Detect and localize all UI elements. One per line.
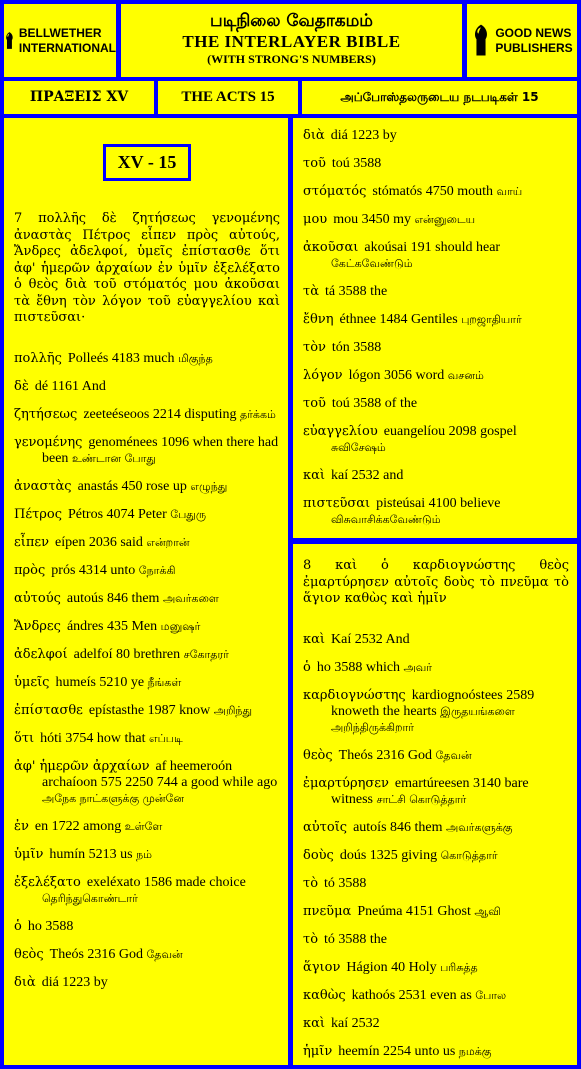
transliteration-gloss: af heemeroón archaíoon 575 2250 744 a good while ago — [42, 758, 278, 790]
tamil-gloss: நீங்கள் — [147, 675, 182, 689]
word-entry — [303, 932, 569, 948]
transliteration-gloss: akoúsai 191 should hear — [364, 240, 501, 255]
title-block — [121, 4, 462, 77]
title-tamil: படிநிலை வேதாகமம் — [210, 11, 373, 31]
logo-line-2: PUBLISHERS — [495, 40, 573, 55]
transliteration-gloss: euangelíou 2098 gospel — [383, 424, 517, 439]
word-entry — [14, 847, 280, 863]
transliteration-gloss: tó 3588 the — [324, 931, 388, 947]
transliteration-gloss: tón 3588 — [331, 340, 382, 355]
word-entry — [303, 496, 569, 528]
transliteration-gloss: stómatós 4750 mouth — [372, 184, 493, 199]
title-english: THE INTERLAYER BIBLE — [182, 32, 401, 51]
tamil-gloss: அவர்களுக்கு — [446, 820, 513, 834]
greek-word: Ἄνδρες — [14, 618, 61, 634]
greek-word: γενομένης — [14, 434, 83, 450]
word-entry — [14, 875, 280, 907]
greek-word: ἀφ' ἡμερῶν ἀρχαίων — [14, 758, 150, 774]
bellwether-logo — [4, 4, 116, 77]
greek-word: Πέτρος — [14, 506, 63, 522]
ram-icon — [4, 21, 15, 61]
greek-word: ἐμαρτύρησεν — [303, 775, 389, 791]
transliteration-gloss: autoís 846 them — [353, 819, 443, 835]
transliteration-gloss: Polleés 4183 much — [67, 350, 175, 366]
verse-8-text: 8 καὶ ὁ καρδιογνώστης θεὸς ἐμαρτύρησεν αὐτοῖς δοὺς τὸ πνεῦμα τὸ ἅγιον καθὼς καὶ ἡμῖν — [303, 558, 569, 606]
transliteration-gloss: Kaí 2532 And — [331, 631, 410, 647]
greek-word: εἶπεν — [14, 534, 50, 550]
word-entry — [303, 424, 569, 456]
word-entry — [303, 688, 569, 736]
greek-word: θεὸς — [14, 946, 44, 962]
word-entry — [14, 507, 280, 523]
transliteration-gloss: dé 1161 And — [34, 378, 106, 394]
greek-word: πιστεῦσαι — [303, 496, 371, 511]
word-entry — [303, 156, 569, 172]
good-news-logo — [467, 4, 577, 77]
word-entry — [303, 128, 569, 144]
word-entry — [303, 468, 569, 484]
greek-word: αὐτούς — [14, 590, 61, 606]
transliteration-gloss: lógon 3056 word — [348, 368, 445, 383]
tamil-gloss: வசனம் — [447, 369, 484, 382]
transliteration-gloss: mou 3450 my — [333, 212, 411, 227]
transliteration-gloss: ándres 435 Men — [66, 618, 158, 634]
word-entry — [303, 776, 569, 808]
tamil-gloss: தெரிந்துகொண்டார் — [42, 891, 138, 905]
word-entry — [303, 904, 569, 920]
tamil-gloss: சாட்சி கொடுத்தார் — [376, 792, 467, 806]
transliteration-gloss: epístasthe 1987 know — [88, 702, 211, 718]
greek-word: πολλῆς — [14, 350, 62, 366]
right-bottom-column — [293, 544, 577, 1065]
transliteration-gloss: tá 3588 the — [324, 284, 388, 299]
word-entry — [303, 660, 569, 676]
verse-7-text: 7 πολλῆς δὲ ζητήσεως γενομένης ἀναστὰς Πέτρος εἶπεν πρὸς αὐτούς, Ἄνδρες ἀδελφοί, ὑμεῖς ἐπίστασθε ὅτι ἀφ' ἡμερῶν ἀρχαίων ἐν ὑμῖν ἐξελέξατο ὁ θεὸς διὰ τοῦ στόματός μου ἀκοῦσαι τὰ ἔθνη τὸν λόγον τοῦ εὐαγγελίου καὶ πιστεῦσαι· — [14, 211, 280, 325]
tamil-gloss: அவர் — [403, 660, 433, 674]
greek-word: καὶ — [303, 631, 326, 647]
greek-word: ζητήσεως — [14, 406, 78, 422]
word-entry — [303, 960, 569, 976]
word-entry — [303, 312, 569, 328]
word-entry — [303, 284, 569, 300]
tamil-gloss: விசுவாசிக்கவேண்டும் — [331, 513, 441, 526]
tamil-gloss: எப்படி — [149, 731, 183, 745]
transliteration-gloss: kathoós 2531 even as — [351, 987, 472, 1003]
greek-word: ὑμῖν — [14, 846, 44, 862]
greek-word: τὸ — [303, 931, 319, 947]
tamil-gloss: பேதுரு — [170, 507, 207, 521]
tamil-gloss: நம் — [136, 847, 153, 861]
word-entry — [14, 479, 280, 495]
transliteration-gloss: emartúreesen 3140 bare witness — [331, 775, 529, 807]
greek-word: λόγον — [303, 368, 343, 383]
word-entry — [14, 759, 280, 807]
greek-book-title: ΠΡΑΞΕΙΣ XV — [4, 81, 154, 114]
word-entry — [14, 619, 280, 635]
greek-word: ἔθνη — [303, 312, 334, 327]
transliteration-gloss: diá 1223 by — [330, 128, 397, 143]
greek-word: ἐπίστασθε — [14, 702, 83, 718]
verse-7-words-continued — [303, 128, 569, 528]
word-entry — [14, 407, 280, 423]
greek-word: πρὸς — [14, 562, 46, 578]
left-column — [4, 118, 288, 1065]
word-entry — [303, 212, 569, 228]
chapter-label: XV - 15 — [103, 144, 192, 181]
logo-line-1: BELLWETHER — [18, 25, 102, 40]
greek-word: ὅτι — [14, 730, 35, 746]
verse-8-words — [303, 632, 569, 1060]
word-entry — [14, 563, 280, 579]
word-entry — [303, 340, 569, 356]
greek-word: θεὸς — [303, 747, 333, 763]
greek-word: καὶ — [303, 468, 326, 483]
word-entry — [303, 876, 569, 892]
tamil-gloss: பரிசுத்த — [440, 960, 478, 974]
tamil-gloss: உண்டான போது — [71, 451, 156, 465]
greek-word: διὰ — [303, 128, 325, 143]
logo-line-2: INTERNATIONAL — [18, 40, 116, 55]
english-book-title: THE ACTS 15 — [158, 81, 298, 114]
tamil-gloss: மிகுந்த — [177, 351, 213, 365]
word-entry — [14, 435, 280, 467]
word-entry — [303, 240, 569, 272]
greek-word: πνεῦμα — [303, 903, 352, 919]
greek-word: ὑμεῖς — [14, 674, 50, 690]
greek-word: ὁ — [303, 659, 311, 675]
transliteration-gloss: diá 1223 by — [41, 974, 108, 990]
tamil-gloss: புறஜாதியார் — [461, 313, 522, 326]
greek-word: καρδιογνώστης — [303, 687, 406, 703]
tamil-gloss: மனுஷர் — [160, 619, 201, 633]
transliteration-gloss: Theós 2316 God — [49, 946, 143, 962]
greek-word: ἅγιον — [303, 959, 341, 975]
tamil-gloss: என்னுடைய — [414, 213, 476, 226]
tamil-gloss: அநேக நாட்களுக்கு முன்னே — [42, 791, 185, 805]
word-entry — [14, 919, 280, 935]
word-entry — [14, 703, 280, 719]
transliteration-gloss: humeís 5210 ye — [55, 674, 145, 690]
greek-word: τοῦ — [303, 156, 326, 171]
word-entry — [303, 1044, 569, 1060]
greek-word: εὐαγγελίου — [303, 424, 378, 439]
transliteration-gloss: humín 5213 us — [49, 846, 133, 862]
transliteration-gloss: zeeteéseoos 2214 disputing — [83, 406, 237, 422]
tamil-gloss: வாய் — [496, 185, 523, 198]
tamil-gloss: ஆவி — [474, 904, 501, 918]
verse-7-words — [14, 351, 280, 991]
transliteration-gloss: exeléxato 1586 made choice — [86, 874, 246, 890]
right-top-column — [293, 118, 577, 538]
transliteration-gloss: Pneúma 4151 Ghost — [357, 903, 471, 919]
transliteration-gloss: tó 3588 — [324, 875, 367, 891]
tamil-gloss: இருதயங்களை அறிந்திருக்கிறார் — [331, 704, 515, 734]
tamil-gloss: என்றான் — [146, 535, 190, 549]
transliteration-gloss: genoménees 1096 when there had been — [42, 434, 279, 466]
transliteration-gloss: pisteúsai 4100 believe — [376, 496, 501, 511]
word-entry — [303, 848, 569, 864]
transliteration-gloss: autoús 846 them — [66, 590, 160, 606]
word-entry — [303, 368, 569, 384]
transliteration-gloss: toú 3588 of the — [331, 396, 418, 411]
greek-word: τὸν — [303, 340, 326, 355]
word-entry — [303, 748, 569, 764]
greek-word: ἀκοῦσαι — [303, 240, 359, 255]
transliteration-gloss: toú 3588 — [331, 156, 382, 171]
transliteration-gloss: heemín 2254 unto us — [338, 1043, 456, 1059]
word-entry — [303, 1016, 569, 1032]
tamil-gloss: கொடுத்தார் — [440, 848, 498, 862]
transliteration-gloss: éthnee 1484 Gentiles — [339, 312, 458, 327]
word-entry — [303, 632, 569, 648]
word-entry — [14, 731, 280, 747]
transliteration-gloss: anastás 450 rose up — [77, 478, 187, 494]
word-entry — [14, 379, 280, 395]
greek-word: αὐτοῖς — [303, 819, 348, 835]
tamil-gloss: சுவிசேஷம் — [331, 441, 386, 454]
greek-word: στόματός — [303, 184, 367, 199]
greek-word: δοὺς — [303, 847, 334, 863]
word-entry — [14, 535, 280, 551]
tamil-gloss: தேவன் — [435, 748, 472, 762]
word-entry — [14, 675, 280, 691]
transliteration-gloss: prós 4314 unto — [51, 562, 136, 578]
greek-word: δὲ — [14, 378, 29, 394]
word-entry — [303, 820, 569, 836]
transliteration-gloss: eípen 2036 said — [55, 534, 143, 550]
tamil-gloss: எழுந்து — [190, 479, 228, 493]
word-entry — [303, 988, 569, 1004]
greek-word: ἐν — [14, 818, 29, 834]
greek-word: ἀδελφοί — [14, 646, 68, 662]
greek-word: τὰ — [303, 284, 319, 299]
transliteration-gloss: ho 3588 — [27, 918, 74, 934]
transliteration-gloss: kaí 2532 — [331, 1015, 380, 1031]
transliteration-gloss: Hágion 40 Holy — [346, 959, 437, 975]
transliteration-gloss: Pétros 4074 Peter — [68, 506, 167, 522]
greek-word: καὶ — [303, 1015, 326, 1031]
transliteration-gloss: hóti 3754 how that — [40, 730, 146, 746]
greek-word: ἀναστὰς — [14, 478, 72, 494]
word-entry — [303, 184, 569, 200]
greek-word: ἐξελέξατο — [14, 874, 81, 890]
greek-word: μου — [303, 212, 328, 227]
title-subtitle: (WITH STRONG'S NUMBERS) — [207, 52, 376, 66]
tamil-gloss: கேட்கவேண்டும் — [331, 257, 413, 270]
greek-word: τοῦ — [303, 396, 326, 411]
word-entry — [14, 975, 280, 991]
word-entry — [14, 647, 280, 663]
word-entry — [14, 819, 280, 835]
tamil-gloss: நோக்கி — [138, 563, 176, 577]
greek-word: διὰ — [14, 974, 36, 990]
word-entry — [14, 947, 280, 963]
transliteration-gloss: Theós 2316 God — [338, 747, 432, 763]
word-entry — [14, 351, 280, 367]
transliteration-gloss: adelfoí 80 brethren — [73, 646, 181, 662]
greek-word: ὁ — [14, 918, 22, 934]
tamil-gloss: அவர்களை — [162, 591, 219, 605]
logo-line-1: GOOD NEWS — [495, 25, 572, 40]
greek-word: ἡμῖν — [303, 1043, 333, 1059]
tamil-gloss: நமக்கு — [458, 1044, 492, 1058]
tamil-gloss: சகோதரர் — [183, 647, 229, 661]
greek-word: τὸ — [303, 875, 319, 891]
tamil-gloss: போல — [475, 988, 507, 1002]
transliteration-gloss: doús 1325 giving — [339, 847, 438, 863]
transliteration-gloss: kardiognoóstees 2589 knoweth the hearts — [331, 687, 535, 719]
greek-word: καθὼς — [303, 987, 346, 1003]
ram-icon — [471, 22, 491, 60]
tamil-gloss: உள்ளே — [124, 819, 163, 833]
transliteration-gloss: ho 3588 which — [316, 659, 401, 675]
word-entry — [303, 396, 569, 412]
tamil-gloss: தர்க்கம் — [240, 407, 276, 421]
transliteration-gloss: en 1722 among — [34, 818, 122, 834]
tamil-gloss: அறிந்து — [213, 703, 253, 717]
tamil-book-title: அப்போஸ்தலருடைய நடபடிகள் 15 — [302, 81, 577, 114]
word-entry — [14, 591, 280, 607]
transliteration-gloss: kaí 2532 and — [331, 468, 404, 483]
tamil-gloss: தேவன் — [146, 947, 183, 961]
